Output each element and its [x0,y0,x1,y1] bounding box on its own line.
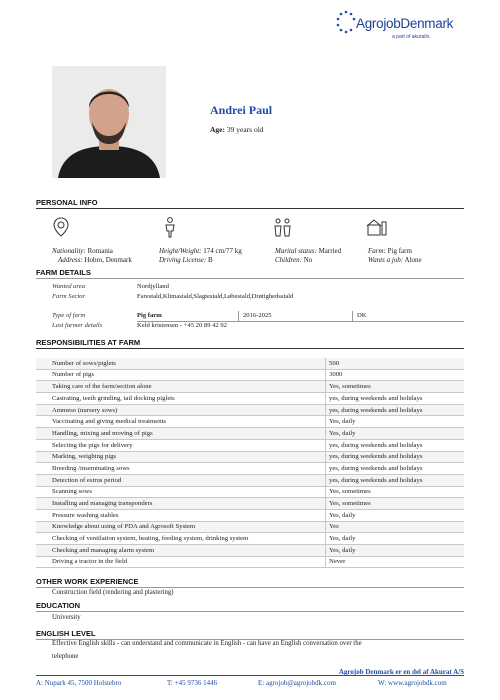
responsibilities-table [36,358,464,568]
wants-job: Wants a job: Alone [368,256,422,264]
location-icon [50,216,72,238]
english-text-line1: Effective English skills - can understand and communicate in English - can have an English conversation over the [52,640,362,647]
family-icon [272,216,294,238]
brand-logo [336,10,466,48]
column-divider [325,358,326,568]
height-weight: Height/Weight: 174 cm/77 kg [159,247,242,255]
table-row: Driving a tractor in the field Never [36,557,464,569]
age-value: 39 years old [226,125,264,134]
table-row: Ammeso (nursery sows) yes, during weekends and holidays [36,405,464,417]
table-row: Marking, weighing pigs yes, during weekends and holidays [36,452,464,464]
divider [36,278,464,279]
education-text: University [52,614,81,621]
last-farmer-label: Last farmer details [52,322,103,329]
age-label: Age: [210,125,225,134]
table-row: Handling, mixing and moving of pigs Yes, daily [36,428,464,440]
candidate-name: Andrei Paul [210,103,273,117]
farm-icon [366,216,388,238]
table-row: Checking and managing alarm system Yes, daily [36,545,464,557]
divider [36,348,464,349]
person-icon [159,216,181,238]
table-row: Breeding /inseminating sows yes, during weekends and holidays [36,463,464,475]
table-row: Knowledge about using of PDA and Agrosoft System Yes [36,522,464,534]
table-row: Checking of ventilation system, heating, feeding system, drinking system Yes, daily [36,533,464,545]
farm-period: 2016-2025 [243,312,272,319]
section-other-work: OTHER WORK EXPERIENCE [36,577,139,586]
footer-divider [36,675,464,676]
marital-status: Marital status: Married [275,247,342,255]
farm-type: Farm: Pig farm [368,247,412,255]
driving-license: Driving License: B [159,256,213,264]
table-row: Taking care of the farm/section alone Yes, sometimes [36,381,464,393]
section-farm-details: FARM DETAILS [36,268,91,277]
footer-phone: T: +45 9736 1446 [167,679,218,687]
wanted-area-label: Wanted area [52,283,86,290]
other-work-text: Construction field (rendering and plastering) [52,589,174,596]
english-text-line2: telephone [52,653,79,660]
section-personal-info: PERSONAL INFO [36,198,98,207]
footer-address: A: Nupark 45, 7500 Holstebro [36,679,122,687]
brand-name: AgrojobDenmark [356,16,454,31]
table-row: Number of sows/piglets 500 [36,358,464,370]
table-row: Castrating, teeth grinding, tail docking piglets yes, during weekends and holidays [36,393,464,405]
farm-sector: Farestald,Klimastald,Slagtestald,Løbestald,Drøtighedsstald [137,293,294,300]
candidate-age [210,125,264,134]
section-responsibilities: RESPONSIBILITIES AT FARM [36,338,141,347]
section-english: ENGLISH LEVEL [36,629,96,638]
table-row: Selecting the pigs for delivery yes, during weekends and holidays [36,440,464,452]
table-row: Vaccinating and giving medical treatments Yes, daily [36,416,464,428]
candidate-photo [52,66,166,178]
divider [36,587,464,588]
footer-company: Agrojob Denmark er en del af Akurat A/S [338,668,464,676]
footer-email[interactable]: E: agrojob@agrojobdk.com [258,679,336,687]
table-row: Scanning sows Yes, sometimes [36,487,464,499]
table-row: Detection of estrus period yes, during weekends and holidays [36,475,464,487]
nationality: Nationality: Romania [52,247,113,255]
section-education: EDUCATION [36,601,81,610]
cell-divider [352,311,353,321]
brand-tagline: a part of akurat/s [392,34,430,40]
footer-website[interactable]: W: www.agrojobdk.com [378,679,447,687]
type-of-farm: Pig farm [137,312,162,319]
divider [36,208,464,209]
table-row: Number of pigs 3000 [36,370,464,382]
stars-logo-icon [336,10,356,36]
children: Children: No [275,256,313,264]
last-farmer: Keld kristensen - +45 20 89 42 92 [137,322,227,329]
type-of-farm-label: Type of farm [52,312,86,319]
portrait-image [52,66,166,178]
divider [36,611,464,612]
farm-sector-label: Farm Sector [52,293,86,300]
address: Address: Hobro, Denmark [58,256,132,264]
table-row: Pressure washing stables Yes, daily [36,510,464,522]
wanted-area: Nordjylland [137,283,169,290]
table-row: Installing and managing transponders Yes, sometimes [36,498,464,510]
farm-country: DK [357,312,367,319]
cell-divider [238,311,239,321]
